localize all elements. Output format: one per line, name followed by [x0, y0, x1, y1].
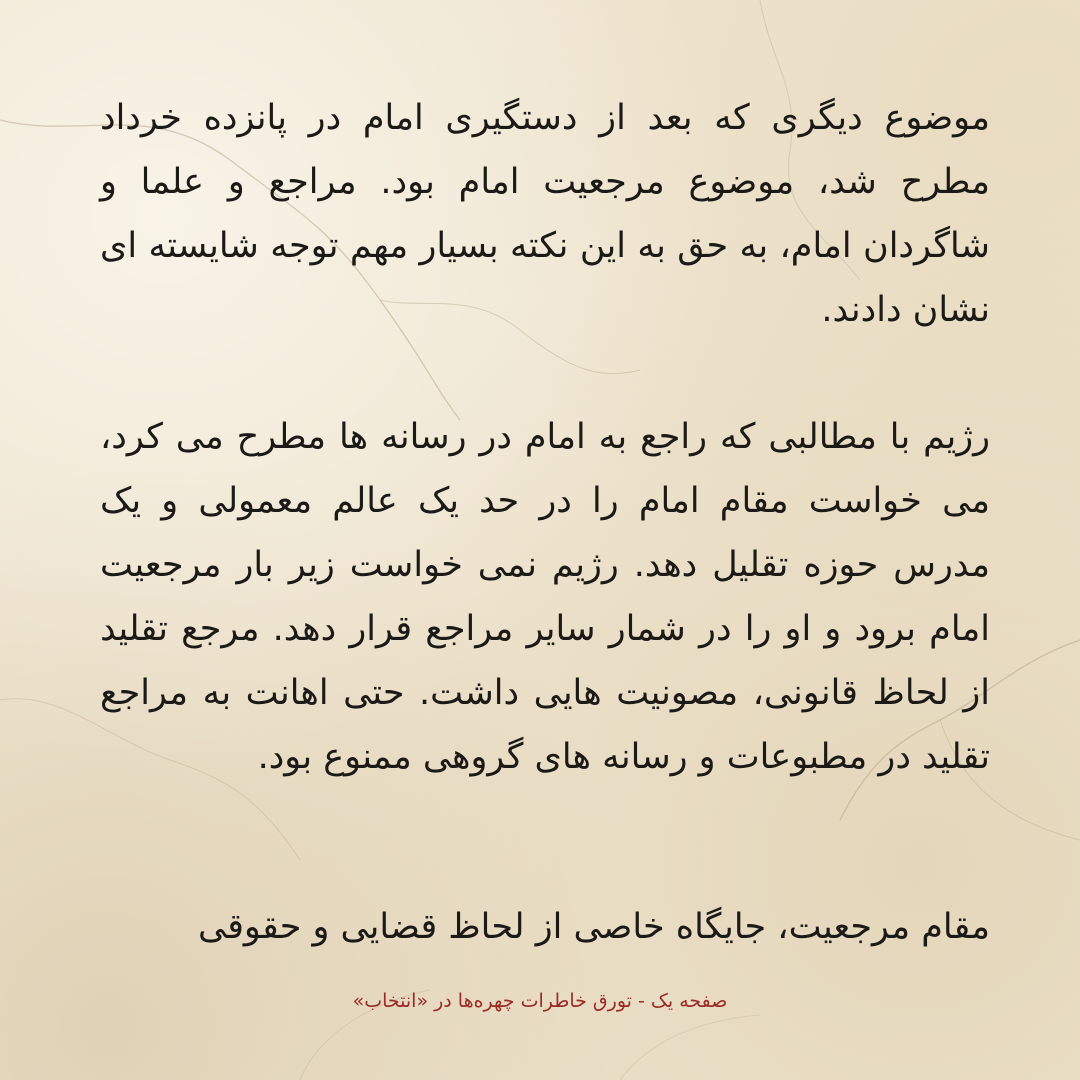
paragraph-1: موضوع دیگری که بعد از دستگیری امام در پانزده خرداد مطرح شد، موضوع مرجعیت امام بود. مراجع و علما و شاگردان امام، به حق به این نکته بسیار مهم توجه شایسته ای نشان دادند.	[100, 98, 990, 330]
paragraph-2: رژیم با مطالبی که راجع به امام در رسانه ها مطرح می کرد، می خواست مقام امام را در حد یک عالم معمولی و یک مدرس حوزه تقلیل دهد. رژیم نمی خواست زیر بار مرجعیت امام برود و او را در شمار سایر مراجع قرار دهد. مرجع تقلید از لحاظ قانونی، مصونیت هایی داشت. حتی اهانت به مراجع تقلید در مطبوعات و رسانه های گروهی ممنوع بود.	[100, 417, 990, 777]
footer-caption: صفحه یک - تورق خاطرات چهره‌ها در «انتخاب»	[352, 990, 728, 1012]
paragraph-3: مقام مرجعیت، جایگاه خاصی از لحاظ قضایی و حقوقی	[198, 907, 990, 947]
